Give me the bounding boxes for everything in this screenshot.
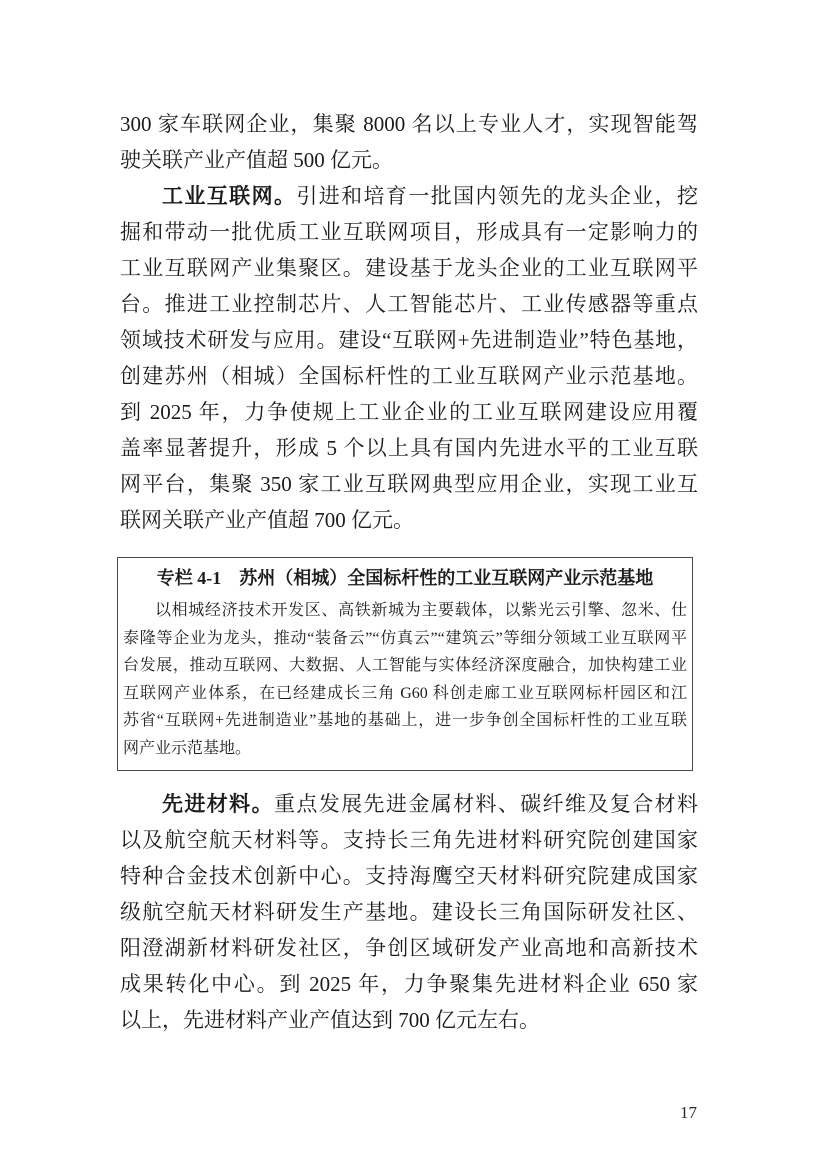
text-line: 成果转化中心。到 2025 年，力争聚集先进材料企业 650 家 — [120, 972, 698, 996]
callout-text-line: 网产业示范基地。 — [123, 739, 252, 757]
callout-text-line: 苏省“互联网+先进制造业”基地的基础上，进一步争创全国标杆性的工业互联 — [123, 712, 687, 729]
text-line: 阳澄湖新材料研发社区，争创区域研发产业高地和高新技术 — [120, 936, 698, 960]
text-line: 以上，先进材料产业产值达到 700 亿元左右。 — [120, 1008, 540, 1032]
text-line: 领域技术研发与应用。建设“互联网+先进制造业”特色基地， — [120, 328, 698, 352]
bold-lead: 先进材料。 — [162, 792, 274, 816]
text-line: 驶关联产业产值超 500 亿元。 — [120, 148, 393, 172]
paragraph-intro — [120, 106, 698, 178]
text-line: 工业互联网产业集聚区。建设基于龙头企业的工业互联网平 — [120, 256, 698, 280]
paragraph-advanced-materials — [120, 786, 698, 1038]
callout-text-line: 互联网产业体系，在已经建成长三角 G60 科创走廊工业互联网标杆园区和江 — [123, 684, 687, 702]
page-content — [120, 106, 698, 1038]
text-line: 盖率显著提升，形成 5 个以上具有国内先进水平的工业互联 — [120, 436, 698, 460]
callout-body — [123, 597, 687, 762]
text-line: 掘和带动一批优质工业互联网项目，形成具有一定影响力的 — [120, 220, 698, 244]
text-line: 先进材料。重点发展先进金属材料、碳纤维及复合材料 — [162, 792, 698, 816]
text-line: 工业互联网。引进和培育一批国内领先的龙头企业，挖 — [162, 184, 698, 208]
text-line: 到 2025 年，力争使规上工业企业的工业互联网建设应用覆 — [120, 400, 698, 424]
text-line: 创建苏州（相城）全国标杆性的工业互联网产业示范基地。 — [120, 364, 698, 388]
callout-text-line: 以相城经济技术开发区、高铁新城为主要载体，以紫光云引擎、忽米、仕 — [155, 602, 687, 619]
text-line: 网平台，集聚 350 家工业互联网典型应用企业，实现工业互 — [120, 472, 698, 496]
text-line: 台。推进工业控制芯片、人工智能芯片、工业传感器等重点 — [120, 292, 698, 316]
page-number: 17 — [680, 1103, 697, 1122]
text-line: 以及航空航天材料等。支持长三角先进材料研究院创建国家 — [120, 828, 698, 852]
text-line: 联网关联产业产值超 700 亿元。 — [120, 508, 414, 532]
text-line: 300 家车联网企业，集聚 8000 名以上专业人才，实现智能驾 — [120, 112, 698, 136]
paragraph-industrial-internet — [120, 178, 698, 538]
callout-text-line: 台发展，推动互联网、大数据、人工智能与实体经济深度融合，加快构建工业 — [123, 657, 687, 674]
callout-box — [117, 557, 693, 771]
callout-text-line: 泰隆等企业为龙头，推动“装备云”“仿真云”“建筑云”等细分领域工业互联网平 — [123, 629, 687, 647]
bold-lead: 工业互联网。 — [162, 184, 297, 208]
text-line: 级航空航天材料研发生产基地。建设长三角国际研发社区、 — [120, 900, 698, 924]
callout-title: 专栏 4-1 苏州（相城）全国标杆性的工业互联网产业示范基地 — [156, 568, 654, 588]
text-line: 特种合金技术创新中心。支持海鹰空天材料研究院建成国家 — [120, 864, 698, 888]
